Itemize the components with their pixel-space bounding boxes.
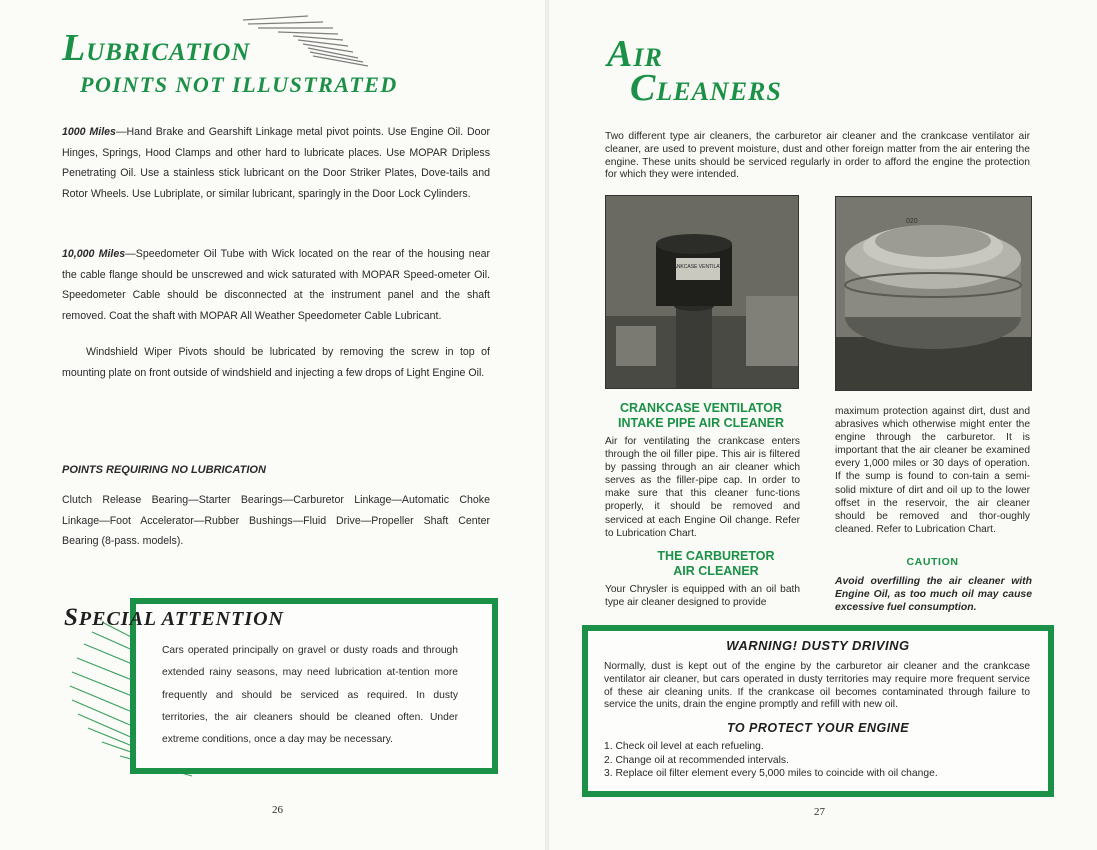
special-attention-text: Cars operated principally on gravel or dusty roads and through extended rainy seasons, may need lubrication at-tention more frequently and should be serviced as required. In dusty territories, the air cleaners should be cleaned often. Under extreme conditions, once a day may be necessary.	[162, 645, 458, 746]
lubrication-title: LUBRICATION	[62, 27, 251, 69]
warning-title: WARNING! DUSTY DRIVING	[726, 638, 910, 653]
crankcase-text: Air for ventilating the crankcase enters through the oil filler pipe. This air is filtered by passing through an air cleaner which serves as the filler-pipe cap. In order to make sure that this cleaner func-tions properly, it should be removed and serviced at each Engine Oil change. Refer to Lubrication Chart.	[605, 436, 800, 539]
paragraph-1000-miles: 1000 Miles—Hand Brake and Gearshift Linkage metal pivot points. Use Engine Oil. Door Hinges, Springs, Hood Clamps and other hard to lubricate places. Use MOPAR Dripless Penetrating Oil. Use a stainless stick lubricant on the Door Striker Plates, Dove-tails and Rotor Wheels. Use Lubriplate, or similar lubricant, sparingly in the Door Lock Cylinders.	[62, 126, 490, 200]
carburetor-text: Your Chrysler is equipped with an oil bath type air cleaner designed to provide	[605, 584, 800, 609]
special-attention-title: SPECIAL ATTENTION	[64, 604, 284, 631]
step-item: 3. Replace oil filter element every 5,000 miles to coincide with oil change.	[604, 768, 938, 779]
air-cleaners-intro: Two different type air cleaners, the carburetor air cleaner and the crankcase ventilator air cleaner, are used to prevent moisture, dust and other foreign matter from the air entering the engine. These units should be serviced regularly in order to afford the engine the protection for which they were intended.	[605, 131, 1030, 181]
carburetor-text-continued: maximum protection against dirt, dust and abrasives which otherwise might enter the engine through the carburetor. It is important that the air cleaner be examined every 1,000 miles or 30 days of operation. If the sump is found to con-tain a semi-solid mixture of dirt and oil up to the lower offset in the reservoir, the air cleaner should be removed and thor-oughly cleaned. Refer to Lubrication Chart.	[835, 406, 1030, 535]
no-lubrication-heading: POINTS REQUIRING NO LUBRICATION	[62, 464, 266, 476]
protect-engine-title: TO PROTECT YOUR ENGINE	[726, 721, 910, 735]
photo-label-crankcase: CRANKCASE VENTILATOR	[666, 264, 730, 270]
step-item: 2. Change oil at recommended intervals.	[604, 754, 789, 766]
page-number-right: 27	[814, 806, 825, 818]
carburetor-heading: THE CARBURETOR AIR CLEANER	[657, 549, 775, 578]
warning-text: Normally, dust is kept out of the engine by the carburetor air cleaner and the crankcase ventilator air cleaner, but cars operated in dusty territories may require more frequent service of these air cleaning units. If the crankcase oil becomes contaminated through failure to service the units, drain the engine promptly and refill with new oil.	[604, 661, 1030, 711]
paragraph-10000-miles: 10,000 Miles—Speedometer Oil Tube with Wick located on the rear of the housing near the cable flange should be unscrewed and wick saturated with MOPAR Speed-ometer Oil. Speedometer Cable should be disconnected at the instrument panel and the shaft removed. Coat the shaft with MOPAR All Weather Speedometer Cable Lubricant.	[62, 248, 491, 322]
crankcase-heading: CRANKCASE VENTILATOR INTAKE PIPE AIR CLEANER	[618, 401, 784, 430]
no-lubrication-text: Clutch Release Bearing—Starter Bearings—Carburetor Linkage—Automatic Choke Linkage—Foot Accelerator—Rubber Bushings—Fluid Drive—Propeller Shaft Center Bearing (8-pass. models).	[62, 494, 490, 547]
step-item: 1. Check oil level at each refueling.	[604, 741, 764, 752]
page-number-left: 26	[272, 804, 283, 816]
cleaners-title: CLEANERS	[630, 67, 782, 109]
paragraph-windshield-wiper: Windshield Wiper Pivots should be lubricated by removing the screw in top of mounting plate on front outside of windshield and injecting a few drops of Light Engine Oil.	[62, 346, 490, 379]
caution-text: Avoid overfilling the air cleaner with Engine Oil, as too much oil may cause excessive fuel consumption.	[835, 576, 1032, 613]
brush-stroke-decoration	[238, 12, 378, 72]
air-title: AIR	[607, 33, 663, 75]
protect-steps-list	[604, 740, 1034, 781]
carburetor-air-cleaner-photo	[835, 196, 1032, 391]
points-not-illustrated-title: POINTS NOT ILLUSTRATED	[80, 72, 398, 97]
photo-label-020: 020	[906, 218, 918, 225]
page-gutter	[545, 0, 549, 850]
crankcase-ventilator-photo	[605, 195, 799, 389]
caution-heading: CAUTION	[906, 556, 959, 568]
